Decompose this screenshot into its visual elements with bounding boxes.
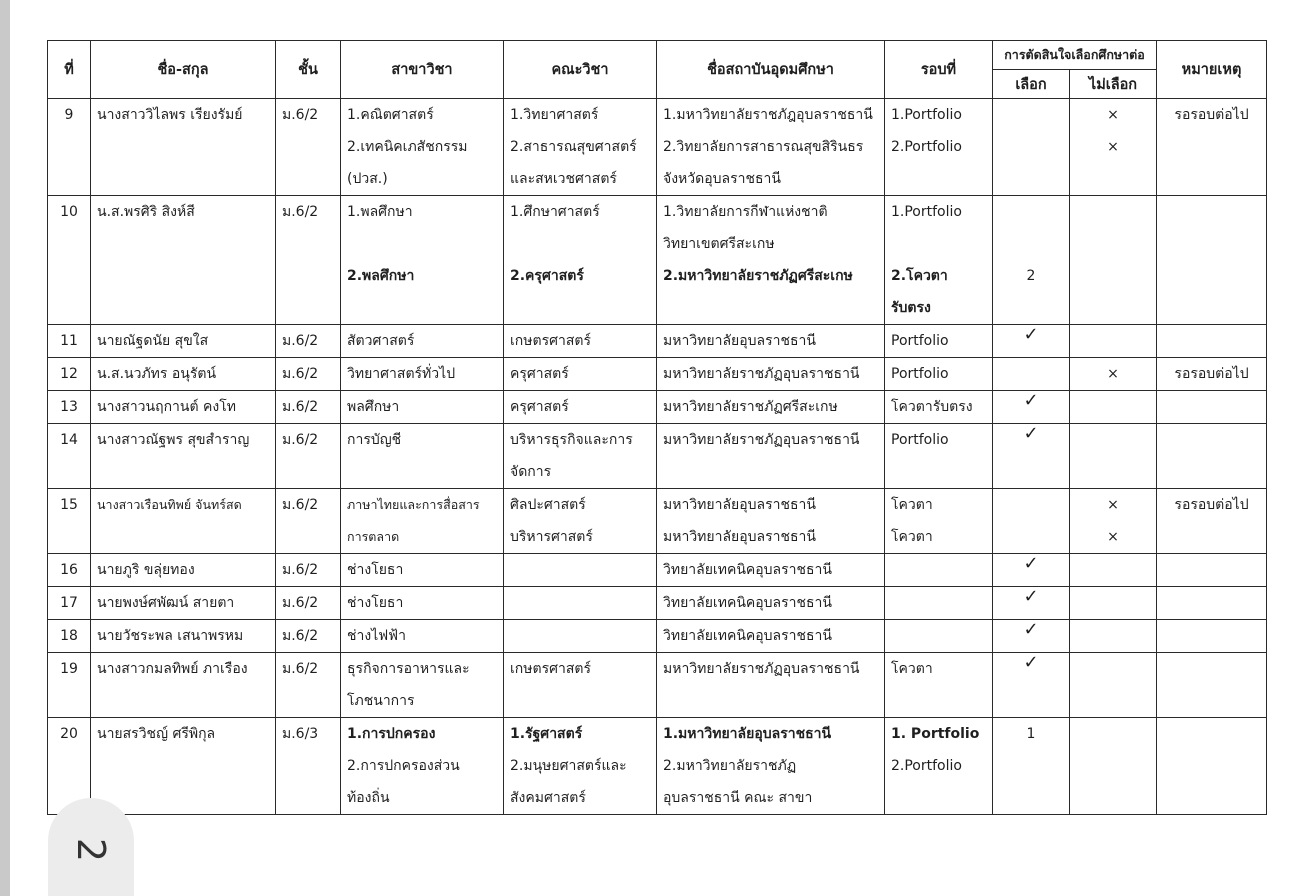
- institution-line: มหาวิทยาลัยอุบลราชธานี: [663, 529, 816, 545]
- admission-results-table: [47, 40, 1267, 815]
- cell-note: รอรอบต่อไป: [1157, 358, 1267, 391]
- round-line: โควตา: [891, 497, 933, 513]
- cell-faculty: ครุศาสตร์: [504, 391, 657, 424]
- cell-faculty: [504, 587, 657, 620]
- cell-major: สัตวศาสตร์: [341, 325, 504, 358]
- cell-major: ช่างไฟฟ้า: [341, 620, 504, 653]
- cell-note: [1157, 653, 1267, 718]
- cross-mark: ×: [1107, 497, 1119, 513]
- cell-not-choose: [1070, 587, 1157, 620]
- round-line: 2.Portfolio: [891, 758, 962, 774]
- cell-round: Portfolio: [885, 424, 993, 489]
- faculty-line: 2.ครุศาสตร์: [510, 268, 584, 284]
- major-line: ท้องถิ่น: [347, 790, 390, 806]
- cell-institution: [657, 196, 885, 325]
- cell-name: นางสาวนฤกานต์ คงโท: [91, 391, 276, 424]
- cell-no: 17: [48, 587, 91, 620]
- cell-not-choose: [1070, 554, 1157, 587]
- institution-line: 2.มหาวิทยาลัยราชภัฏศรีสะเกษ: [663, 268, 853, 284]
- cell-name: นายสรวิชญ์ ศรีพิกุล: [91, 718, 276, 815]
- table-row: [48, 358, 1267, 391]
- cell-round: Portfolio: [885, 325, 993, 358]
- major-line: 2.พลศึกษา: [347, 268, 415, 284]
- cell-major: พลศึกษา: [341, 391, 504, 424]
- cell-grade: ม.6/2: [276, 358, 341, 391]
- cell-choose: [993, 587, 1070, 620]
- cell-institution: [657, 718, 885, 815]
- cell-choose: [993, 325, 1070, 358]
- cell-choose: [993, 718, 1070, 815]
- cell-major: ช่างโยธา: [341, 554, 504, 587]
- cell-choose: [993, 391, 1070, 424]
- major-line: ธุรกิจการอาหารและ: [347, 661, 470, 677]
- institution-line: 2.วิทยาลัยการสาธารณสุขสิรินธร: [663, 139, 864, 155]
- cell-choose: [993, 554, 1070, 587]
- cross-mark: ×: [1107, 139, 1119, 155]
- cell-institution: มหาวิทยาลัยราชภัฏอุบลราชธานี: [657, 424, 885, 489]
- cell-choose: [993, 620, 1070, 653]
- header-choose: เลือก: [993, 70, 1070, 99]
- major-line: ภาษาไทยและการสื่อสาร: [347, 497, 480, 512]
- cell-round: [885, 554, 993, 587]
- cell-grade: ม.6/2: [276, 196, 341, 325]
- cell-note: [1157, 587, 1267, 620]
- round-line: 1. Portfolio: [891, 726, 980, 742]
- cell-no: 20: [48, 718, 91, 815]
- header-grade: ชั้น: [276, 41, 341, 99]
- cell-grade: ม.6/2: [276, 489, 341, 554]
- cell-choose: [993, 653, 1070, 718]
- table-row: [48, 587, 1267, 620]
- institution-line: 1.วิทยาลัยการกีฬาแห่งชาติ: [663, 204, 828, 220]
- check-mark-icon: ✓: [1023, 553, 1039, 574]
- cell-grade: ม.6/2: [276, 620, 341, 653]
- cell-name: นายวัชระพล เสนาพรหม: [91, 620, 276, 653]
- cell-no: 11: [48, 325, 91, 358]
- cell-not-choose: [1070, 196, 1157, 325]
- cell-grade: ม.6/2: [276, 424, 341, 489]
- faculty-line: 2.มนุษยศาสตร์และ: [510, 758, 627, 774]
- cell-grade: ม.6/2: [276, 391, 341, 424]
- cell-no: 13: [48, 391, 91, 424]
- faculty-line: จัดการ: [510, 464, 552, 480]
- cell-note: [1157, 325, 1267, 358]
- institution-line: วิทยาเขตศรีสะเกษ: [663, 236, 775, 252]
- check-mark-icon: ✓: [1023, 390, 1039, 411]
- choose-line: 2: [1026, 268, 1036, 284]
- faculty-line: 1.รัฐศาสตร์: [510, 726, 583, 742]
- cell-faculty: เกษตรศาสตร์: [504, 653, 657, 718]
- cell-note: [1157, 620, 1267, 653]
- cell-name: นางสาววิไลพร เรียงรัมย์: [91, 99, 276, 196]
- round-line: 1.Portfolio: [891, 107, 962, 123]
- round-line: โควตา: [891, 529, 933, 545]
- cell-grade: ม.6/2: [276, 99, 341, 196]
- faculty-line: บริหารศาสตร์: [510, 529, 593, 545]
- cell-faculty: เกษตรศาสตร์: [504, 325, 657, 358]
- cell-note: รอรอบต่อไป: [1157, 99, 1267, 196]
- major-line: 2.เทคนิคเภสัชกรรม: [347, 139, 468, 155]
- cell-note: [1157, 196, 1267, 325]
- table-row: [48, 196, 1267, 325]
- cell-round: [885, 489, 993, 554]
- faculty-line: ศิลปะศาสตร์: [510, 497, 586, 513]
- institution-line: อุบลราชธานี คณะ สาขา: [663, 790, 813, 806]
- cell-choose: [993, 358, 1070, 391]
- cell-name: นายภูริ ขลุ่ยทอง: [91, 554, 276, 587]
- cell-name: นายพงษ์ศพัฒน์ สายตา: [91, 587, 276, 620]
- cell-major: ช่างโยธา: [341, 587, 504, 620]
- cell-round: [885, 196, 993, 325]
- cell-major: [341, 718, 504, 815]
- round-line: 2.Portfolio: [891, 139, 962, 155]
- cell-no: 15: [48, 489, 91, 554]
- major-line: (ปวส.): [347, 171, 388, 187]
- table-row: [48, 653, 1267, 718]
- check-mark-icon: ✓: [1023, 423, 1039, 444]
- cell-major: การบัญชี: [341, 424, 504, 489]
- major-line: [347, 228, 497, 260]
- cell-choose: [993, 99, 1070, 196]
- table-row: [48, 554, 1267, 587]
- cell-major: วิทยาศาสตร์ทั่วไป: [341, 358, 504, 391]
- cell-faculty: [504, 554, 657, 587]
- cell-faculty: ครุศาสตร์: [504, 358, 657, 391]
- cell-round: [885, 99, 993, 196]
- cell-not-choose: [1070, 99, 1157, 196]
- faculty-line: สังคมศาสตร์: [510, 790, 586, 806]
- table-row: [48, 489, 1267, 554]
- left-edge-bar: [0, 0, 10, 896]
- cell-grade: ม.6/2: [276, 653, 341, 718]
- page-number: 2: [69, 837, 113, 863]
- header-name: ชื่อ-สกุล: [91, 41, 276, 99]
- header-institution: ชื่อสถาบันอุดมศึกษา: [657, 41, 885, 99]
- cell-not-choose: [1070, 358, 1157, 391]
- cell-institution: มหาวิทยาลัยราชภัฏศรีสะเกษ: [657, 391, 885, 424]
- cell-no: 12: [48, 358, 91, 391]
- header-no: ที่: [48, 41, 91, 99]
- cross-mark: ×: [1107, 529, 1119, 545]
- cell-not-choose: [1070, 718, 1157, 815]
- cell-no: 10: [48, 196, 91, 325]
- round-line: 2.โควตา: [891, 268, 948, 284]
- cell-note: [1157, 554, 1267, 587]
- major-line: 1.คณิตศาสตร์: [347, 107, 434, 123]
- cell-grade: ม.6/2: [276, 587, 341, 620]
- cell-faculty: [504, 718, 657, 815]
- round-line: [891, 228, 986, 260]
- cell-note: [1157, 391, 1267, 424]
- check-mark-icon: ✓: [1023, 586, 1039, 607]
- faculty-line: [510, 228, 650, 260]
- name-line: นางสาวเรือนทิพย์ จันทร์สด: [97, 497, 242, 512]
- cell-institution: [657, 99, 885, 196]
- header-round: รอบที่: [885, 41, 993, 99]
- faculty-line: บริหารธุรกิจและการ: [510, 432, 633, 448]
- cell-round: [885, 587, 993, 620]
- cell-faculty: [504, 620, 657, 653]
- cell-round: [885, 718, 993, 815]
- cell-round: โควตา: [885, 653, 993, 718]
- cell-name: น.ส.นวภัทร อนุรัตน์: [91, 358, 276, 391]
- cell-note: [1157, 424, 1267, 489]
- institution-line: 2.มหาวิทยาลัยราชภัฏ: [663, 758, 797, 774]
- cell-institution: วิทยาลัยเทคนิคอุบลราชธานี: [657, 620, 885, 653]
- choose-line: 1: [1026, 726, 1036, 742]
- table-row: [48, 325, 1267, 358]
- cell-grade: ม.6/2: [276, 325, 341, 358]
- cell-choose: [993, 489, 1070, 554]
- cell-grade: ม.6/2: [276, 554, 341, 587]
- check-mark-icon: ✓: [1023, 324, 1039, 345]
- header-not-choose: ไม่เลือก: [1070, 70, 1157, 99]
- institution-line: จังหวัดอุบลราชธานี: [663, 171, 781, 187]
- cell-name: นายณัฐดนัย สุขใส: [91, 325, 276, 358]
- table-row: [48, 391, 1267, 424]
- cell-not-choose: [1070, 325, 1157, 358]
- header-decision: การตัดสินใจเลือกศึกษาต่อ: [993, 41, 1157, 70]
- cell-not-choose: [1070, 489, 1157, 554]
- major-line: การตลาด: [347, 529, 400, 544]
- header-note: หมายเหตุ: [1157, 41, 1267, 99]
- cell-faculty: [504, 99, 657, 196]
- cell-name: นางสาวณัฐพร สุขสำราญ: [91, 424, 276, 489]
- cell-note: [1157, 718, 1267, 815]
- faculty-line: 1.วิทยาศาสตร์: [510, 107, 599, 123]
- major-line: 1.พลศึกษา: [347, 204, 413, 220]
- cell-no: 9: [48, 99, 91, 196]
- cell-major: [341, 489, 504, 554]
- institution-line: 1.มหาวิทยาลัยอุบลราชธานี: [663, 726, 832, 742]
- cell-institution: มหาวิทยาลัยอุบลราชธานี: [657, 325, 885, 358]
- cell-faculty: [504, 424, 657, 489]
- cell-institution: วิทยาลัยเทคนิคอุบลราชธานี: [657, 554, 885, 587]
- cell-institution: วิทยาลัยเทคนิคอุบลราชธานี: [657, 587, 885, 620]
- header-faculty: คณะวิชา: [504, 41, 657, 99]
- faculty-line: 2.สาธารณสุขศาสตร์: [510, 139, 637, 155]
- choose-line: [999, 196, 1063, 228]
- cell-not-choose: [1070, 620, 1157, 653]
- cell-faculty: [504, 196, 657, 325]
- cross-mark: ×: [1107, 107, 1119, 123]
- header-major: สาขาวิชา: [341, 41, 504, 99]
- cell-major: [341, 653, 504, 718]
- table-row: [48, 718, 1267, 815]
- round-line: 1.Portfolio: [891, 204, 962, 220]
- choose-line: [999, 228, 1063, 260]
- cell-note: รอรอบต่อไป: [1157, 489, 1267, 554]
- round-line: รับตรง: [891, 300, 931, 316]
- cell-institution: มหาวิทยาลัยราชภัฏอุบลราชธานี: [657, 653, 885, 718]
- cell-name: นางสาวกมลทิพย์ ภาเรือง: [91, 653, 276, 718]
- major-line: 1.การปกครอง: [347, 726, 436, 742]
- cell-round: Portfolio: [885, 358, 993, 391]
- cell-not-choose: [1070, 391, 1157, 424]
- cell-no: 16: [48, 554, 91, 587]
- cell-major: [341, 196, 504, 325]
- cell-not-choose: [1070, 653, 1157, 718]
- cell-no: 18: [48, 620, 91, 653]
- faculty-line: 1.ศึกษาศาสตร์: [510, 204, 600, 220]
- major-line: 2.การปกครองส่วน: [347, 758, 460, 774]
- cross-mark: ×: [1107, 366, 1119, 382]
- table-row: [48, 424, 1267, 489]
- cell-name: น.ส.พรศิริ สิงห์สี: [91, 196, 276, 325]
- check-mark-icon: ✓: [1023, 619, 1039, 640]
- major-line: โภชนาการ: [347, 693, 415, 709]
- institution-line: 1.มหาวิทยาลัยราชภัฎอุบลราชธานี: [663, 107, 873, 123]
- cell-no: 19: [48, 653, 91, 718]
- cell-round: [885, 620, 993, 653]
- cell-grade: ม.6/3: [276, 718, 341, 815]
- table-row: [48, 620, 1267, 653]
- cell-not-choose: [1070, 424, 1157, 489]
- faculty-line: และสหเวชศาสตร์: [510, 171, 617, 187]
- check-mark-icon: ✓: [1023, 652, 1039, 673]
- cell-round: โควตารับตรง: [885, 391, 993, 424]
- page-number-badge: [48, 798, 134, 896]
- cell-institution: [657, 489, 885, 554]
- cell-choose: [993, 424, 1070, 489]
- cell-faculty: [504, 489, 657, 554]
- cell-no: 14: [48, 424, 91, 489]
- cell-name: [91, 489, 276, 554]
- cell-major: [341, 99, 504, 196]
- institution-line: มหาวิทยาลัยอุบลราชธานี: [663, 497, 816, 513]
- cell-choose: [993, 196, 1070, 325]
- table-row: [48, 99, 1267, 196]
- cell-institution: มหาวิทยาลัยราชภัฏอุบลราชธานี: [657, 358, 885, 391]
